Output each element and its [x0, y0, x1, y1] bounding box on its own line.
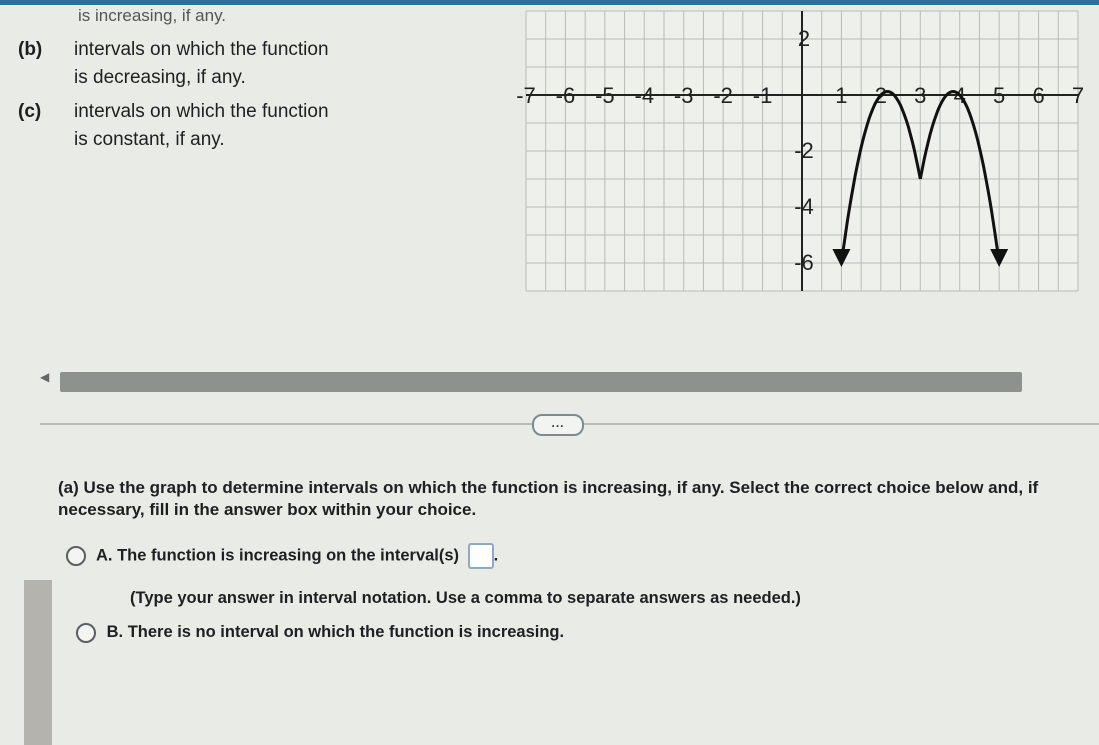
- x-tick-label: -6: [555, 83, 576, 108]
- option-b-text: There is no interval on which the function is increasing.: [127, 623, 565, 641]
- more-button[interactable]: ...: [532, 414, 584, 436]
- y-tick-label: -6: [794, 250, 814, 275]
- page-edge: [24, 580, 52, 745]
- function-graph: [508, 6, 1088, 306]
- part-c: [18, 98, 329, 154]
- x-tick-label: -1: [752, 83, 773, 108]
- option-a-text: The function is increasing on the interval(s): [117, 546, 460, 565]
- x-tick-label: 5: [993, 83, 1006, 108]
- scroll-left-icon[interactable]: ◀: [40, 370, 50, 384]
- x-tick-label: -2: [713, 83, 733, 108]
- part-b-line2: is decreasing, if any.: [74, 67, 246, 88]
- cut-off-text: is increasing, if any.: [78, 6, 227, 25]
- part-b-label: (b): [18, 39, 43, 60]
- answer-input[interactable]: [468, 543, 494, 569]
- y-tick-label: -4: [794, 194, 814, 219]
- x-tick-label: -4: [634, 83, 655, 108]
- option-b-letter: B.: [106, 623, 124, 641]
- x-tick-label: -3: [673, 83, 694, 108]
- part-b-line1: intervals on which the function: [74, 39, 329, 60]
- x-tick-label: 2: [874, 83, 887, 108]
- x-tick-label: 3: [914, 83, 927, 108]
- y-tick-label: -2: [794, 138, 814, 163]
- part-c-line1: intervals on which the function: [74, 101, 329, 122]
- x-tick-label: 4: [953, 83, 966, 108]
- x-tick-label: 7: [1071, 83, 1085, 108]
- option-a-radio[interactable]: [66, 546, 86, 566]
- y-tick-label: 2: [797, 26, 811, 51]
- part-c-label: (c): [18, 101, 42, 122]
- x-tick-label: -5: [595, 83, 615, 108]
- option-b-radio[interactable]: [76, 623, 96, 643]
- top-bar: [0, 0, 1099, 5]
- option-a[interactable]: A. The function is increasing on the interval(s) .: [66, 543, 498, 569]
- part-c-line2: is constant, if any.: [74, 129, 225, 150]
- x-tick-label: -7: [516, 83, 536, 108]
- horizontal-scrollbar[interactable]: [60, 372, 1022, 392]
- option-a-hint: (Type your answer in interval notation. Use a comma to separate answers as needed.): [130, 589, 801, 607]
- option-b[interactable]: [76, 620, 564, 644]
- option-a-letter: A.: [95, 546, 113, 565]
- part-b: [18, 36, 329, 92]
- question-prompt: (a) Use the graph to determine intervals on which the function is increasing, if any. Select the correct choice below and, if necessary, fill in the answer box within your choice.: [58, 478, 1039, 519]
- x-tick-label: 6: [1032, 83, 1045, 108]
- x-tick-label: 1: [835, 83, 848, 108]
